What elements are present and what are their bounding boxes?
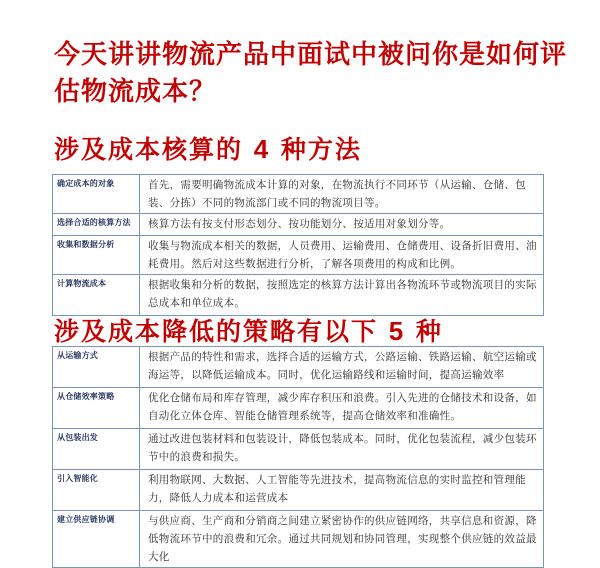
row-key: 选择合适的核算方法: [53, 214, 140, 236]
row-desc: 根据产品的特性和需求，选择合适的运输方式，公路运输、铁路运输、航空运输或海运等，以降低运输成本。同时，优化运输路线和运输时间，提高运输效率: [140, 347, 544, 388]
row-key: 计算物流成本: [53, 275, 140, 316]
row-desc: 根据收集和分析的数据，按照选定的核算方法计算出各物流环节或物流项目的实际总成本和单位成本。: [140, 275, 544, 316]
heading-text: 涉及成本核算的: [54, 135, 244, 164]
table-row: [53, 236, 544, 275]
cost-reduction-table: [52, 346, 544, 568]
row-desc: 通过改进包装材料和包装设计，降低包装成本。同时，优化包装流程，减少包装环节中的浪费和损失。: [140, 429, 544, 470]
row-key: 确定成本的对象: [53, 175, 140, 214]
row-desc: 利用物联网、大数据、人工智能等先进技术，提高物流信息的实时监控和管理能力，降低人力成本和运营成本: [140, 470, 544, 511]
section-heading-cost-accounting: [54, 130, 362, 166]
row-key: 收集和数据分析: [53, 236, 140, 275]
heading-number: 5: [388, 316, 406, 346]
section-heading-cost-reduction: [54, 312, 443, 348]
row-desc: 优化仓储布局和库存管理，减少库存积压和浪费。引入先进的仓储技术和设备，如自动化立体仓库、智能仓储管理系统等，提高仓储效率和准确性。: [140, 388, 544, 429]
row-desc: 核算方法有按支付形态划分、按功能划分、按适用对象划分等。: [140, 214, 544, 236]
page-title: 今天讲讲物流产品中面试中被问你是如何评估物流成本？: [54, 40, 568, 107]
table-row: [53, 470, 544, 511]
table-row: [53, 388, 544, 429]
row-desc: 收集与物流成本相关的数据，人员费用、运输费用、仓储费用、设备折旧费用、油耗费用。然后对这些数据进行分析，了解各项费用的构成和比例。: [140, 236, 544, 275]
row-key: 从包装出发: [53, 429, 140, 470]
row-key: 从运输方式: [53, 347, 140, 388]
table-row: [53, 275, 544, 316]
heading-text: 涉及成本降低的策略有以下: [54, 317, 379, 346]
row-key: 建立供应链协调: [53, 511, 140, 568]
heading-suffix: 种: [415, 317, 443, 346]
row-desc: 与供应商、生产商和分销商之间建立紧密协作的供应链网络，共享信息和资源，降低物流环节中的浪费和冗余。通过共同规划和协同管理，实现整个供应链的效益最大化: [140, 511, 544, 568]
row-desc: 首先，需要明确物流成本计算的对象，在物流执行不同环节（从运输、仓储、包装、分拣）不同的物流部门或不同的物流项目等。: [140, 175, 544, 214]
row-key: 引入智能化: [53, 470, 140, 511]
row-key: 从仓储效率策略: [53, 388, 140, 429]
table-row: [53, 175, 544, 214]
heading-suffix: 种方法: [280, 135, 362, 164]
table-row: [53, 214, 544, 236]
heading-number: 4: [253, 134, 271, 164]
table-row: [53, 511, 544, 568]
cost-accounting-table: [52, 174, 544, 316]
table-row: [53, 429, 544, 470]
table-row: [53, 347, 544, 388]
